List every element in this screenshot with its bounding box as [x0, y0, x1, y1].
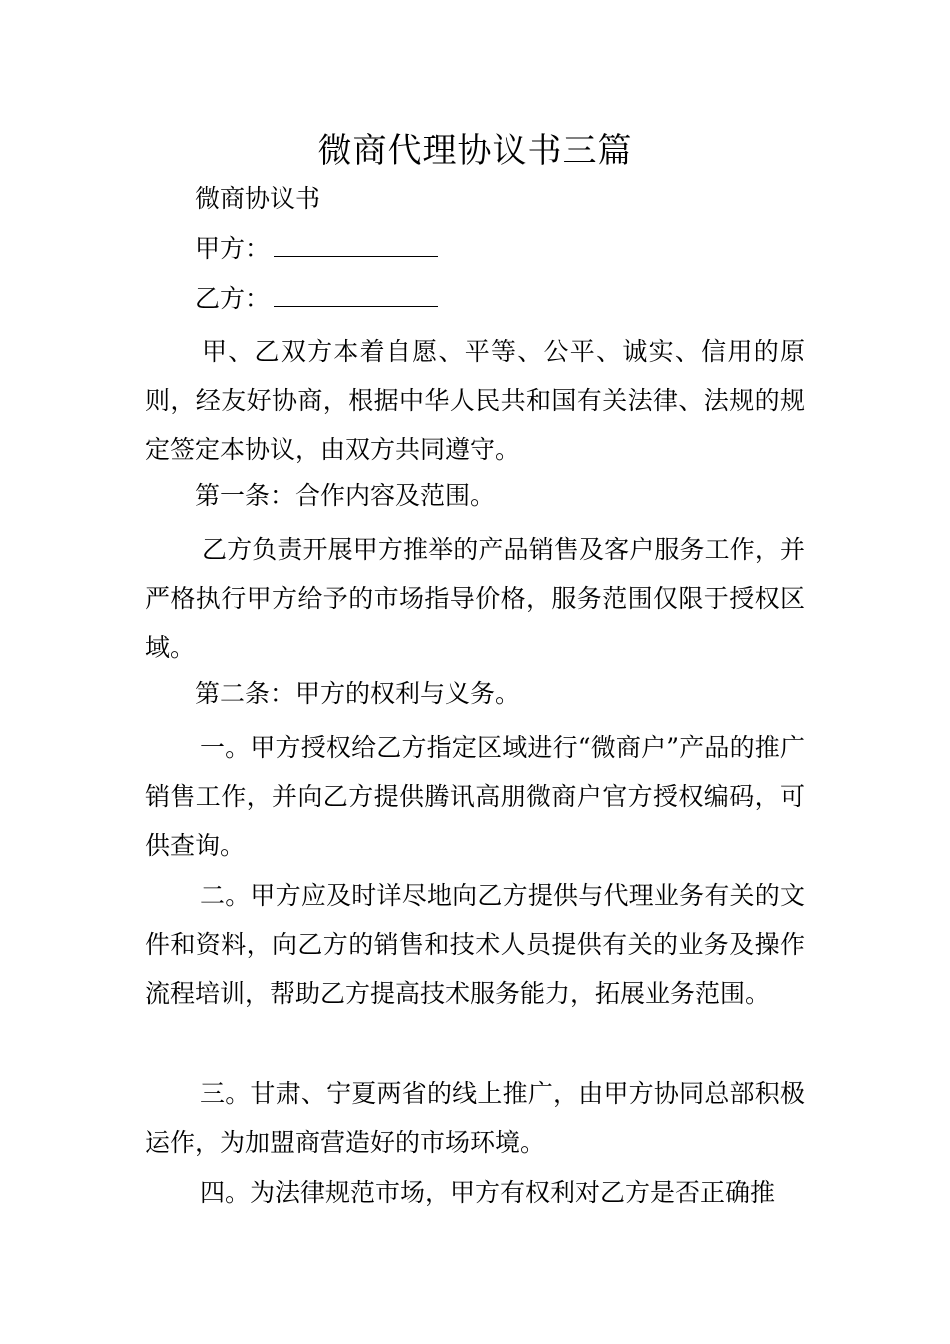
article-1-body: 乙方负责开展甲方推举的产品销售及客户服务工作，并严格执行甲方给予的市场指导价格，服务范围仅限于授权区域。 — [145, 535, 805, 662]
party-b-label: 乙方： — [195, 284, 271, 313]
party-a-label: 甲方： — [195, 234, 271, 263]
article-2-heading: 第二条：甲方的权利与义务。 — [195, 679, 521, 708]
article-2-item-4: 四。为法律规范市场，甲方有权利对乙方是否正确推 — [200, 1178, 776, 1207]
party-b-blank — [274, 284, 438, 307]
article-2-item-1: 一。甲方授权给乙方指定区域进行“微商户”产品的推广销售工作，并向乙方提供腾讯高朋微商户官方授权编码，可供查询。 — [145, 733, 805, 860]
article-1-heading: 第一条：合作内容及范围。 — [195, 481, 496, 510]
party-b-line — [195, 279, 438, 319]
article-2-item-2: 二。甲方应及时详尽地向乙方提供与代理业务有关的文件和资料，向乙方的销售和技术人员提供有关的业务及操作流程培训，帮助乙方提高技术服务能力，拓展业务范围。 — [145, 881, 805, 1008]
document-title: 微商代理协议书三篇 — [317, 131, 633, 171]
article-2-item-3: 三。甘肃、宁夏两省的线上推广，由甲方协同总部积极运作，为加盟商营造好的市场环境。 — [145, 1079, 805, 1157]
party-a-line — [195, 229, 438, 269]
party-a-blank — [274, 234, 438, 257]
subtitle: 微商协议书 — [195, 184, 321, 213]
intro-paragraph: 甲、乙双方本着自愿、平等、公平、诚实、信用的原则，经友好协商，根据中华人民共和国有关法律、法规的规定签定本协议，由双方共同遵守。 — [145, 337, 805, 464]
